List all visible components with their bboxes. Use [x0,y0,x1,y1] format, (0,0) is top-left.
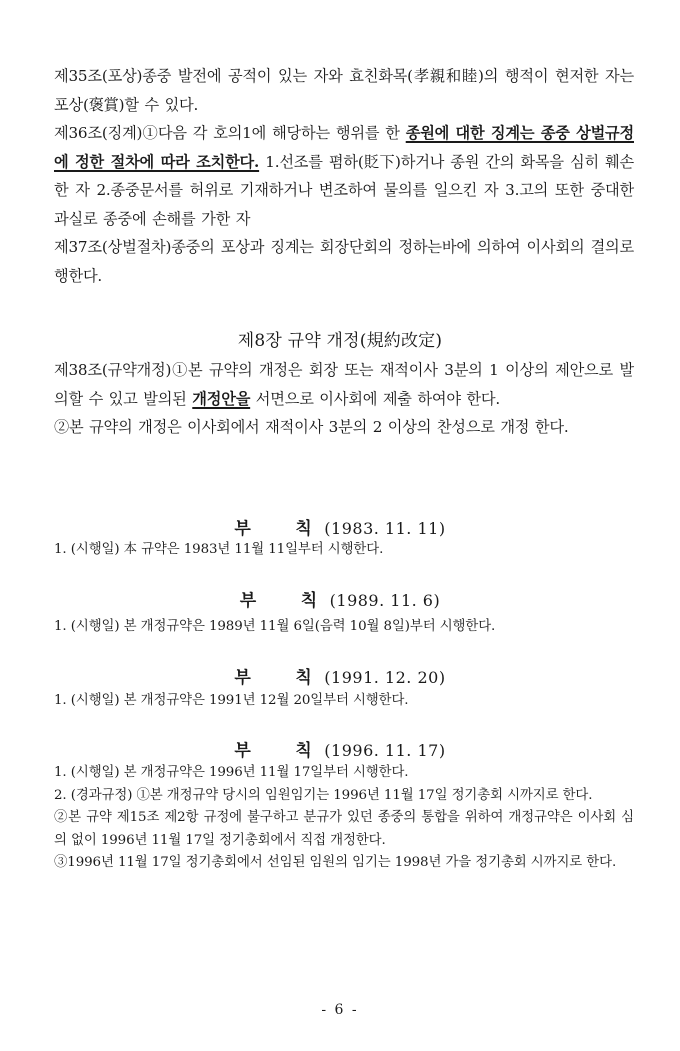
article-36-text-post: 1.선조를 폄하(貶下)하거나 종원 간의 화목을 심히 훼손한 자 2.종중문서를 허위로 기재하거나 변조하여 물의를 일으킨 자 3.고의 또한 중대한 과실로 종중에 손해를 가한 자 [54,152,634,228]
article-38-underlined-text: 개정안을 [192,389,251,408]
supplement-heading-1989 [0,586,680,611]
article-37 [54,233,634,290]
supplement-1996-items [54,762,634,875]
article-36 [54,119,634,233]
supplement-date: (1989. 11. 6) [329,591,441,610]
chapter-8-heading: 제8장 규약 개정(規約改定) [237,331,443,351]
article-37-text: 제37조(상벌절차)종중의 포상과 징계는 회장단회의 정하는바에 의하여 이사회의 결의로 행한다. [54,238,634,285]
supplement-heading-char-1: 부 [234,741,252,761]
supplement-1996-item-1: 1. (시행일) 본 개정규약은 1996년 11월 17일부터 시행한다. [54,765,409,780]
supplement-heading-char-1: 부 [239,591,257,611]
article-36-underlined-text: 종원에 대한 징계는 종중 상벌규정에 정한 절차에 따라 조치한다. [54,124,634,171]
article-38 [54,356,634,442]
page-number: - 6 - [321,1002,359,1018]
article-38-text-pre: 제38조(규약개정)①본 규약의 개정은 회장 또는 재적이사 3분의 1 이상의 제안으로 발의할 수 있고 발의된 [54,361,634,408]
supplement-heading-char-2: 칙 [295,668,313,688]
supplement-1996-item-2: 2. (경과규정) ①본 개정규약 당시의 임원임기는 1996년 11월 17일 정기총회 시까지로 한다. [54,787,593,803]
supplement-heading-1991 [0,663,680,688]
supplement-1989-item-1: 1. (시행일) 본 개정규약은 1989년 11월 6일(음력 10월 8일)부터 시행한다. [54,619,496,634]
supplement-1983-item-1: 1. (시행일) 本 규약은 1983년 11월 11일부터 시행한다. [54,542,384,557]
supplement-heading-1983 [0,514,680,539]
article-35-text: 제35조(포상)종중 발전에 공적이 있는 자와 효친화목(孝親和睦)의 행적이 현저한 자는 포상(褒賞)할 수 있다. [54,67,634,114]
supplement-heading-1996 [0,736,680,761]
supplement-heading-char-1: 부 [234,668,252,688]
article-35 [54,62,634,119]
supplement-heading-char-2: 칙 [295,519,313,539]
supplement-1996-item-4: ③1996년 11월 17일 정기총회에서 선임된 임원의 임기는 1998년 가을 정기총회 시까지로 한다. [54,855,617,871]
supplement-date: (1991. 12. 20) [324,668,446,687]
supplement-date: (1983. 11. 11) [324,519,446,538]
supplement-1991-item-1: 1. (시행일) 본 개정규약은 1991년 12월 20일부터 시행한다. [54,693,409,708]
supplement-heading-char-2: 칙 [295,741,313,761]
supplement-date: (1996. 11. 17) [324,741,446,760]
article-36-text-pre: 제36조(징계)①다음 각 호의1에 해당하는 행위를 한 [54,124,406,142]
supplement-heading-char-2: 칙 [300,591,318,611]
article-38-paragraph-2: ②본 규약의 개정은 이사회에서 재적이사 3분의 2 이상의 찬성으로 개정 한다. [54,418,569,436]
supplement-1996-item-3: ②본 규약 제15조 제2항 규정에 불구하고 분규가 있던 종중의 통합을 위하여 개정규약은 이사회 심의 없이 1996년 11월 17일 정기총회에서 직접 개정한다. [54,810,634,848]
supplement-heading-char-1: 부 [234,519,252,539]
article-38-text-post: 서면으로 이사회에 제출 하여야 한다. [250,389,501,408]
